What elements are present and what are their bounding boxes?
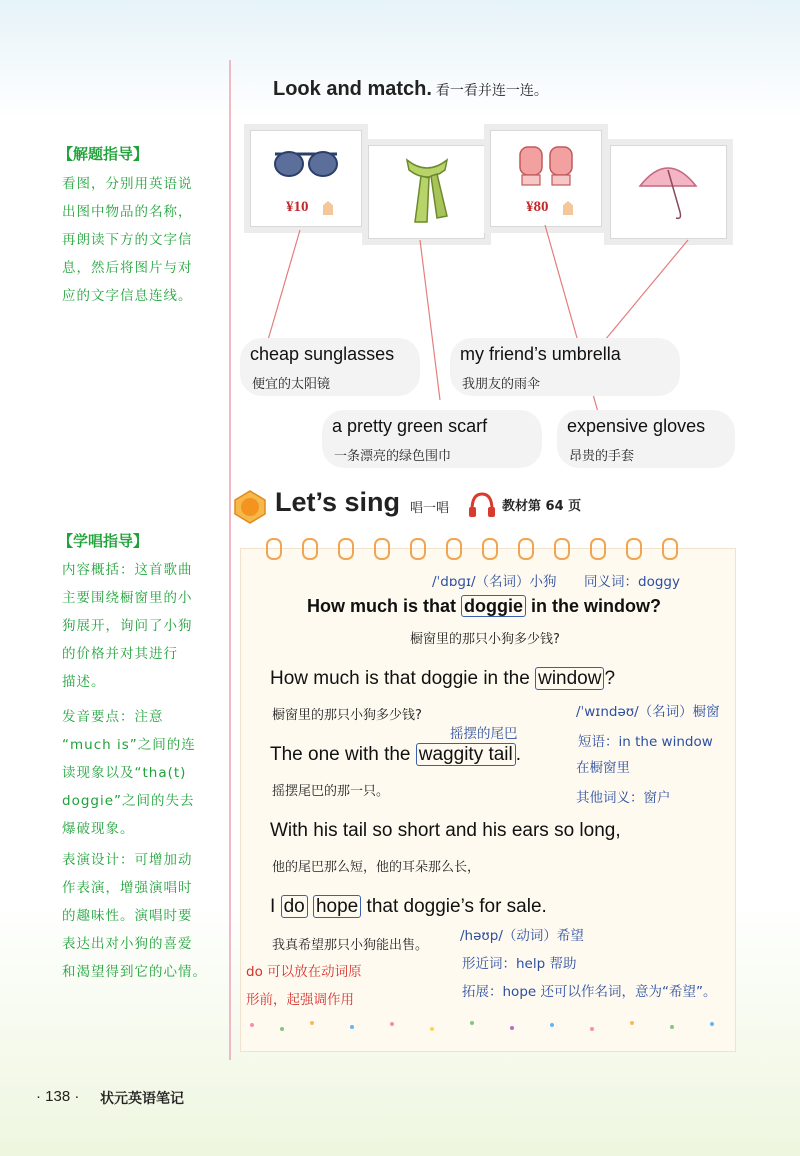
note-do-1: do 可以放在动词原 xyxy=(246,964,362,980)
song-title: How much is that doggie in the window? xyxy=(307,596,662,616)
note-waggity: 摇摆的尾巴 xyxy=(450,726,518,742)
binder-ring xyxy=(446,538,462,560)
textbook-reference: 教材第 64 页 xyxy=(502,499,582,514)
lyric-line-3-cn: 他的尾巴那么短，他的耳朵那么长， xyxy=(272,860,481,875)
page-number: · 138 · xyxy=(36,1088,80,1105)
note-hope-phonetic: /həʊp/（动词）希望 xyxy=(460,928,584,944)
option-cheap-sunglasses: cheap sunglasses 便宜的太阳镜 xyxy=(240,338,420,396)
sing-guide-performance: 表演设计：可增加动 作表演，增强演唱时 的趣味性。演唱时要 表达出对小狗的喜爱 和渴望得到它的心情。 xyxy=(62,852,207,980)
lyric-line-2-cn: 摇摆尾巴的那一只。 xyxy=(272,784,390,799)
section-title-look-match: Look and match. 看一看并连一连。 xyxy=(273,78,548,100)
price-tag-10: ¥10 xyxy=(286,199,309,215)
binder-ring xyxy=(266,538,282,560)
option-friends-umbrella: my friend’s umbrella 我朋友的雨伞 xyxy=(450,338,680,396)
binder-ring xyxy=(590,538,606,560)
note-hope-extension: 拓展：hope 还可以作名词，意为“希望”。 xyxy=(462,984,717,1000)
sing-guide-pronunciation: 发音要点：注意 “much is”之间的连 读现象以及“tha(t) doggie”之间的失去 爆破现象。 xyxy=(62,709,196,837)
headphones-icon xyxy=(467,490,497,520)
lyric-line-2: The one with the waggity tail . xyxy=(270,744,522,765)
binder-ring xyxy=(338,538,354,560)
note-doggie-phonetic: /ˈdɒɡɪ/（名词）小狗 xyxy=(432,574,557,590)
binder-ring xyxy=(626,538,642,560)
guide-heading: 【解题指导】 xyxy=(58,145,149,163)
lyric-line-1: How much is that doggie in the window ? xyxy=(270,668,616,689)
binder-ring xyxy=(482,538,498,560)
sing-guide-heading: 【学唱指导】 xyxy=(58,532,149,550)
confetti-decoration xyxy=(242,1015,732,1037)
lyric-line-4: I do hope that doggie’s for sale. xyxy=(270,896,547,917)
option-green-scarf: a pretty green scarf 一条漂亮的绿色围巾 xyxy=(322,410,542,468)
lyric-line-3: With his tail so short and his ears so long, xyxy=(270,820,621,841)
note-window-phrase-cn: 在橱窗里 xyxy=(576,760,630,776)
note-hope-near: 形近词：help 帮助 xyxy=(462,956,577,972)
note-window-other: 其他词义：窗户 xyxy=(576,790,671,806)
section-title-cn: 唱一唱 xyxy=(410,501,450,516)
lyric-line-1-cn: 橱窗里的那只小狗多少钱? xyxy=(272,708,422,723)
guide-text: 看图，分别用英语说 出图中物品的名称， 再朗读下方的文字信 息，然后将图片与对 应的文字信息连线。 xyxy=(62,176,193,304)
binder-ring xyxy=(302,538,318,560)
book-title: 状元英语笔记 xyxy=(100,1091,184,1107)
binder-ring xyxy=(374,538,390,560)
note-do-2: 形前，起强调作用 xyxy=(246,992,354,1008)
section-badge-icon xyxy=(233,490,267,524)
song-title-cn: 橱窗里的那只小狗多少钱? xyxy=(410,632,560,647)
match-lines xyxy=(0,0,800,480)
note-doggie-synonym: 同义词：doggy xyxy=(584,574,680,590)
binder-ring xyxy=(410,538,426,560)
sing-guide-summary: 内容概括：这首歌曲 主要围绕橱窗里的小 狗展开，询问了小狗 的价格并对其进行 描述。 xyxy=(62,562,193,690)
price-tag-80: ¥80 xyxy=(526,199,549,215)
binder-ring xyxy=(554,538,570,560)
section-title-lets-sing: Let’s sing xyxy=(275,487,401,517)
binder-ring xyxy=(518,538,534,560)
option-expensive-gloves: expensive gloves 昂贵的手套 xyxy=(557,410,735,468)
note-window-phonetic: /ˈwɪndəʊ/（名词）橱窗 xyxy=(576,704,720,720)
lyric-line-4-cn: 我真希望那只小狗能出售。 xyxy=(272,938,429,953)
binder-ring xyxy=(662,538,678,560)
note-window-phrase: 短语：in the window xyxy=(578,734,713,750)
